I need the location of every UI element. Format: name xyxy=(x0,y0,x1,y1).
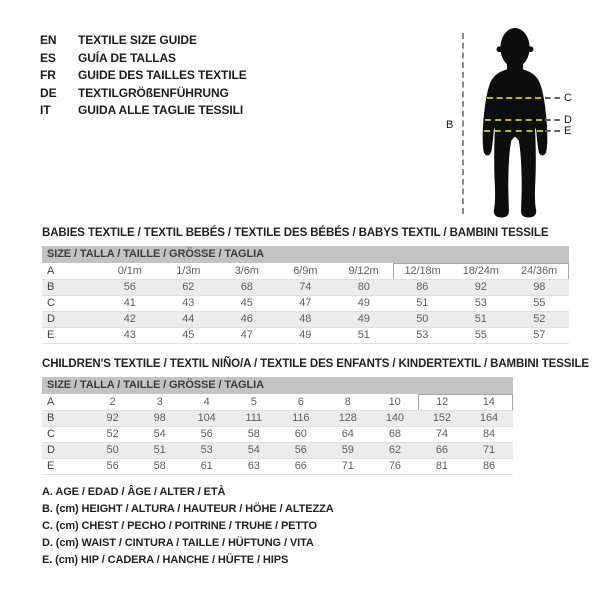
chest-measure-line-ext xyxy=(545,97,560,99)
cell: 74 xyxy=(418,426,465,442)
cell: 62 xyxy=(159,279,218,295)
lang-code: ES xyxy=(40,50,56,65)
cell: 66 xyxy=(418,442,465,458)
child-silhouette-icon xyxy=(474,28,556,220)
row-label: C xyxy=(42,295,101,311)
cell: 2 xyxy=(89,394,136,410)
cell: 86 xyxy=(465,458,512,474)
size-header-label: SIZE / TALLA / TAILLE / GRÖSSE / TAGLIA xyxy=(42,246,569,263)
table-row xyxy=(42,279,569,295)
waist-measure-line-ext xyxy=(545,119,560,121)
cell: 66 xyxy=(277,458,324,474)
cell: 62 xyxy=(371,442,418,458)
cell: 49 xyxy=(276,327,335,343)
lang-title: GUIDE DES TAILLES TEXTILE xyxy=(78,68,247,82)
cell: 68 xyxy=(371,426,418,442)
cell: 52 xyxy=(510,311,569,327)
cell: 45 xyxy=(159,327,218,343)
cell: 41 xyxy=(101,295,160,311)
lang-title: TEXTILGRÖßENFÜHRUNG xyxy=(78,85,229,100)
cell: 53 xyxy=(393,327,452,343)
chest-measure-line xyxy=(487,97,541,99)
lang-code: EN xyxy=(40,33,57,47)
cell: 98 xyxy=(510,279,569,295)
legend-hip: E. (cm) HIP / CADERA / HANCHE / HÜFTE / HIPS xyxy=(42,554,289,566)
lang-row-es xyxy=(40,50,247,68)
table-row xyxy=(42,410,513,426)
lang-code: IT xyxy=(40,103,51,117)
cell: 128 xyxy=(324,410,371,426)
cell: 56 xyxy=(89,458,136,474)
row-label: B xyxy=(42,410,89,426)
cell: 60 xyxy=(277,426,324,442)
hip-label: E xyxy=(564,125,572,137)
cell-highlighted: 12 xyxy=(418,394,465,410)
size-header-label: SIZE / TALLA / TAILLE / GRÖSSE / TAGLIA xyxy=(42,377,513,394)
cell: 55 xyxy=(510,295,569,311)
cell: 59 xyxy=(324,442,371,458)
cell: 80 xyxy=(335,279,394,295)
measurement-figure xyxy=(440,24,600,224)
cell: 86 xyxy=(393,279,452,295)
cell: 76 xyxy=(371,458,418,474)
cell: 63 xyxy=(230,458,277,474)
legend-waist: D. (cm) WAIST / CINTURA / TAILLE / HÜFTUNG / VITA xyxy=(42,537,314,549)
cell: 6 xyxy=(277,394,324,410)
cell: 51 xyxy=(452,311,511,327)
hip-measure-line-ext xyxy=(545,130,560,132)
measurement-legend xyxy=(42,484,334,569)
babies-size-header-row xyxy=(42,246,569,263)
lang-title: GUIDA ALLE TAGLIE TESSILI xyxy=(78,103,244,117)
cell: 43 xyxy=(159,295,218,311)
cell: 46 xyxy=(218,311,277,327)
table-row xyxy=(42,442,513,458)
lang-title: TEXTILE SIZE GUIDE xyxy=(78,33,197,47)
cell: 54 xyxy=(230,442,277,458)
cell: 68 xyxy=(218,279,277,295)
cell: 116 xyxy=(277,410,324,426)
cell: 43 xyxy=(101,327,160,343)
children-size-header-row xyxy=(42,377,513,394)
row-label: D xyxy=(42,311,101,327)
cell: 47 xyxy=(276,295,335,311)
cell: 8 xyxy=(324,394,371,410)
row-label: D xyxy=(42,442,89,458)
cell: 52 xyxy=(89,426,136,442)
legend-height: B. (cm) HEIGHT / ALTURA / HAUTEUR / HÖHE / ALTEZZA xyxy=(42,503,334,515)
height-label: B xyxy=(446,119,454,131)
cell: 5 xyxy=(230,394,277,410)
cell: 0/1m xyxy=(101,263,160,279)
waist-measure-line xyxy=(485,119,542,121)
cell: 53 xyxy=(452,295,511,311)
table-row xyxy=(42,295,569,311)
legend-age: A. AGE / EDAD / ÂGE / ALTER / ETÀ xyxy=(42,486,226,498)
cell: 10 xyxy=(371,394,418,410)
table-row xyxy=(42,263,569,279)
cell: 56 xyxy=(277,442,324,458)
cell: 74 xyxy=(276,279,335,295)
cell: 164 xyxy=(465,410,512,426)
cell: 3/6m xyxy=(218,263,277,279)
row-label: A xyxy=(42,263,101,279)
children-section-title: CHILDREN'S TEXTILE / TEXTIL NIÑO/A / TEXTILE DES ENFANTS / KINDERTEXTIL / BAMBINI TESSILE xyxy=(42,358,589,370)
cell: 152 xyxy=(418,410,465,426)
table-row xyxy=(42,327,569,343)
cell: 9/12m xyxy=(335,263,394,279)
lang-row-en xyxy=(40,32,247,50)
table-row xyxy=(42,426,513,442)
lang-row-fr xyxy=(40,67,247,85)
cell: 111 xyxy=(230,410,277,426)
cell: 92 xyxy=(452,279,511,295)
cell: 71 xyxy=(465,442,512,458)
table-row xyxy=(42,394,513,410)
cell: 64 xyxy=(324,426,371,442)
cell: 4 xyxy=(183,394,230,410)
cell: 48 xyxy=(276,311,335,327)
cell: 71 xyxy=(324,458,371,474)
lang-code: DE xyxy=(40,85,57,100)
cell: 51 xyxy=(335,327,394,343)
lang-row-de xyxy=(40,85,247,103)
row-label: B xyxy=(42,279,101,295)
cell: 54 xyxy=(136,426,183,442)
row-label: C xyxy=(42,426,89,442)
children-size-table xyxy=(42,377,513,475)
cell: 140 xyxy=(371,410,418,426)
cell: 55 xyxy=(452,327,511,343)
table-row xyxy=(42,458,513,474)
cell: 56 xyxy=(101,279,160,295)
row-label: E xyxy=(42,458,89,474)
lang-title: GUÍA DE TALLAS xyxy=(78,50,176,65)
cell: 3 xyxy=(136,394,183,410)
cell: 50 xyxy=(89,442,136,458)
cell: 98 xyxy=(136,410,183,426)
cell: 92 xyxy=(89,410,136,426)
cell: 42 xyxy=(101,311,160,327)
lang-code: FR xyxy=(40,68,56,82)
cell: 58 xyxy=(230,426,277,442)
cell: 104 xyxy=(183,410,230,426)
babies-section-title: BABIES TEXTILE / TEXTIL BEBÉS / TEXTILE DES BÉBÉS / BABYS TEXTIL / BAMBINI TESSILE xyxy=(42,227,549,239)
height-measure-line xyxy=(462,33,464,214)
table-row xyxy=(42,311,569,327)
waist-label: D xyxy=(564,114,572,126)
cell-highlighted: 14 xyxy=(465,394,512,410)
cell: 61 xyxy=(183,458,230,474)
cell: 81 xyxy=(418,458,465,474)
cell: 57 xyxy=(510,327,569,343)
cell: 49 xyxy=(335,311,394,327)
cell: 51 xyxy=(136,442,183,458)
chest-label: C xyxy=(564,92,572,104)
cell: 45 xyxy=(218,295,277,311)
cell: 1/3m xyxy=(159,263,218,279)
cell: 44 xyxy=(159,311,218,327)
row-label: A xyxy=(42,394,89,410)
cell: 6/9m xyxy=(276,263,335,279)
row-label: E xyxy=(42,327,101,343)
cell-highlighted: 12/18m xyxy=(393,263,452,279)
cell: 50 xyxy=(393,311,452,327)
cell: 56 xyxy=(183,426,230,442)
babies-size-table xyxy=(42,246,569,344)
cell: 58 xyxy=(136,458,183,474)
lang-row-it xyxy=(40,102,247,120)
cell: 51 xyxy=(393,295,452,311)
cell: 53 xyxy=(183,442,230,458)
cell-highlighted: 18/24m xyxy=(452,263,511,279)
cell: 84 xyxy=(465,426,512,442)
hip-measure-line xyxy=(484,130,543,132)
legend-chest: C. (cm) CHEST / PECHO / POITRINE / TRUHE / PETTO xyxy=(42,520,317,532)
cell: 47 xyxy=(218,327,277,343)
cell-highlighted: 24/36m xyxy=(510,263,569,279)
language-title-list xyxy=(40,32,247,120)
cell: 49 xyxy=(335,295,394,311)
